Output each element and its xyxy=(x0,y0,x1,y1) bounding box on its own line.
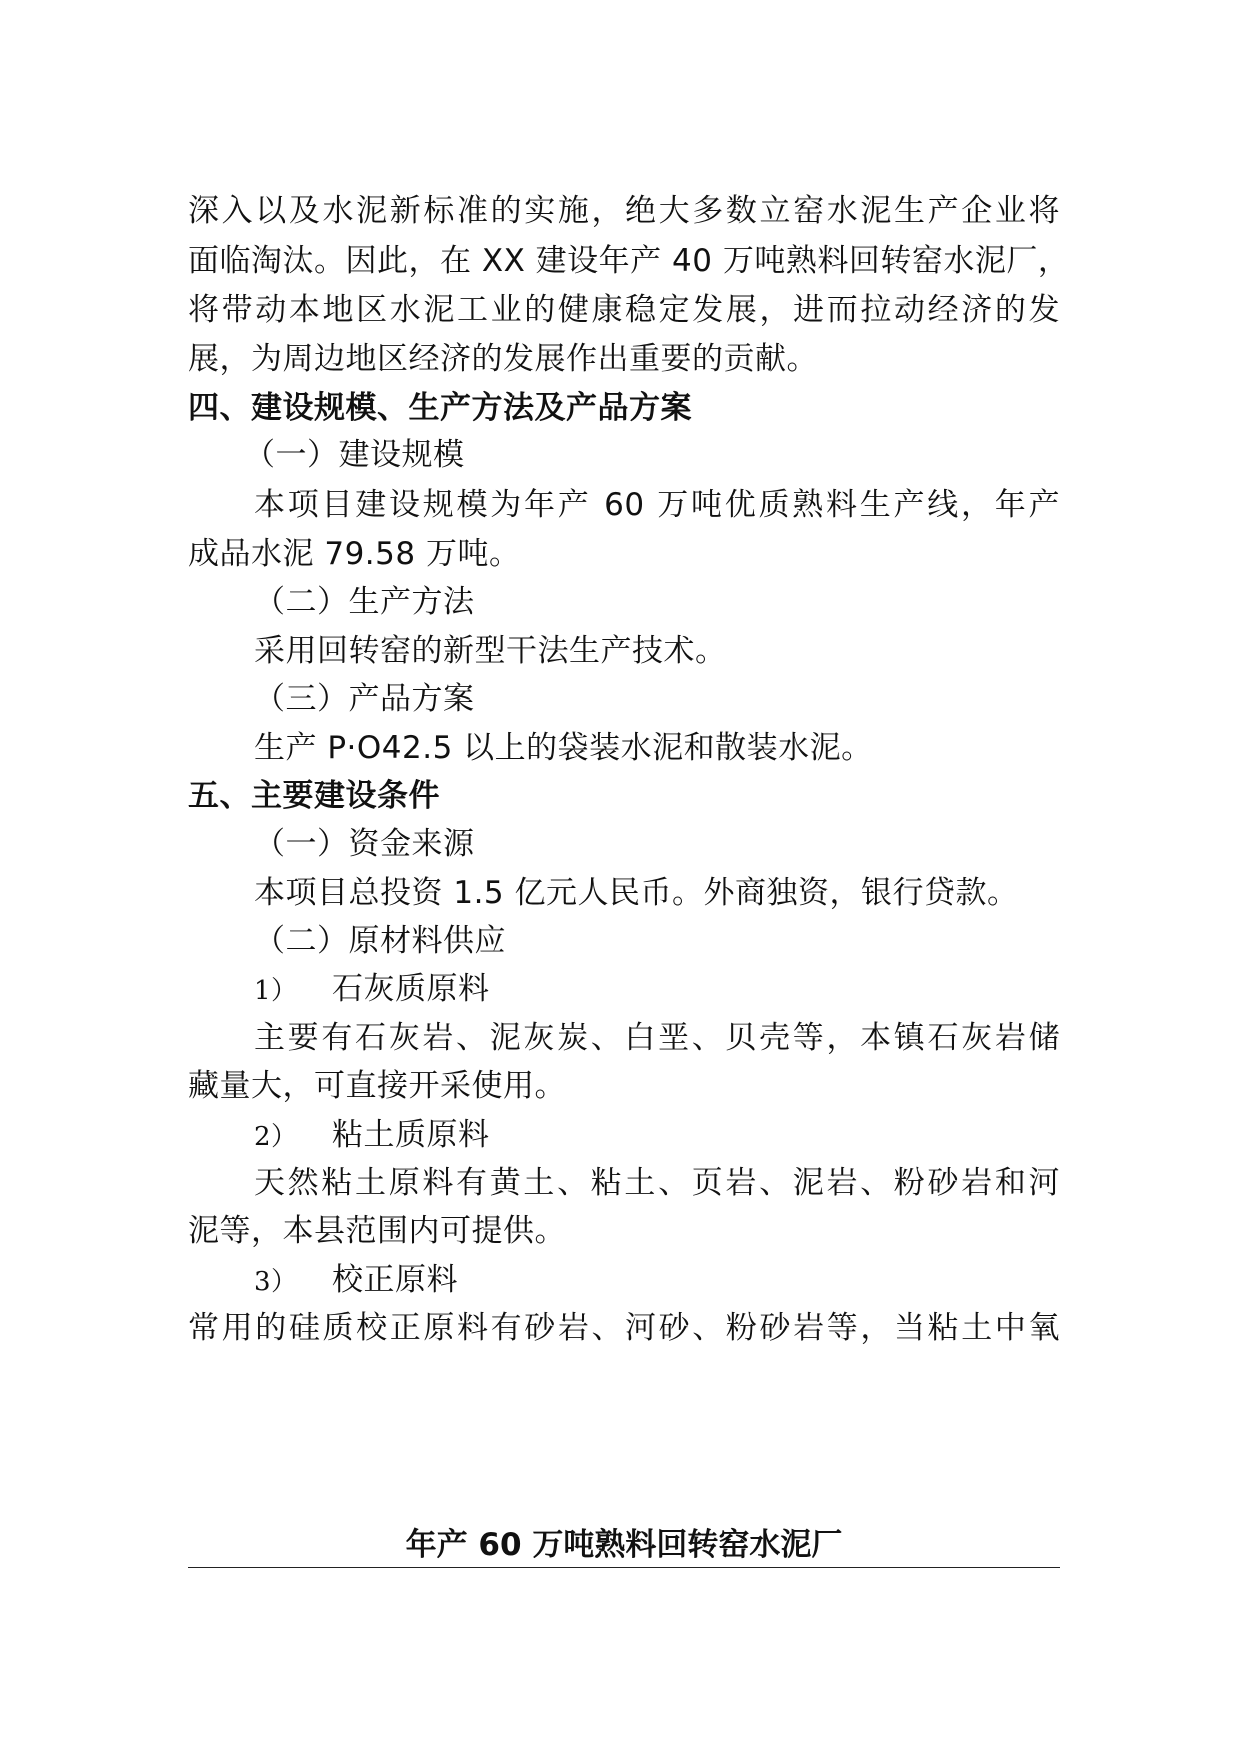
body-line-corrective: 常用的硅质校正原料有砂岩、河砂、粉砂岩等，当粘土中氧 xyxy=(188,1310,1060,1346)
body-line-funding: 本项目总投资 1.5 亿元人民币。外商独资，银行贷款。 xyxy=(254,875,1019,911)
body-line-limestone-1: 主要有石灰岩、泥灰炭、白垩、贝壳等，本镇石灰岩储 xyxy=(254,1020,1060,1056)
list-item-label: 石灰质原料 xyxy=(332,971,490,1007)
section-heading-5: 五、主要建设条件 xyxy=(188,778,440,814)
body-line-product: 生产 P·O42.5 以上的袋装水泥和散装水泥。 xyxy=(254,730,873,766)
body-line-clay-1: 天然粘土原料有黄土、粘土、页岩、泥岩、粉砂岩和河 xyxy=(254,1165,1060,1201)
section-heading-4: 四、建设规模、生产方法及产品方案 xyxy=(188,390,692,426)
subheading-product: （三）产品方案 xyxy=(254,681,475,717)
list-item-limestone xyxy=(188,962,1060,1018)
footer-title: 年产 60 万吨熟料回转窑水泥厂 xyxy=(405,1527,843,1563)
subheading-materials: （二）原材料供应 xyxy=(254,923,506,959)
body-line-method: 采用回转窑的新型干法生产技术。 xyxy=(254,633,727,669)
body-line-4: 展，为周边地区经济的发展作出重要的贡献。 xyxy=(188,341,818,377)
footer-divider xyxy=(188,1567,1060,1568)
subheading-scale: （一）建设规模 xyxy=(244,437,465,473)
body-line-1: 深入以及水泥新标准的实施，绝大多数立窑水泥生产企业将 xyxy=(188,193,1060,229)
body-line-scale-1: 本项目建设规模为年产 60 万吨优质熟料生产线，年产 xyxy=(254,487,1060,523)
body-line-scale-2: 成品水泥 79.58 万吨。 xyxy=(188,536,521,572)
list-number: 3） xyxy=(254,1267,298,1297)
list-number: 2） xyxy=(254,1122,298,1152)
list-number: 1） xyxy=(254,976,298,1006)
subheading-method: （二）生产方法 xyxy=(254,584,475,620)
list-item-label: 粘土质原料 xyxy=(332,1117,490,1153)
body-line-2: 面临淘汰。因此，在 XX 建设年产 40 万吨熟料回转窑水泥厂， xyxy=(188,243,1070,279)
list-item-label: 校正原料 xyxy=(332,1262,458,1298)
body-line-3: 将带动本地区水泥工业的健康稳定发展，进而拉动经济的发 xyxy=(188,292,1060,328)
body-line-limestone-2: 藏量大，可直接开采使用。 xyxy=(188,1068,566,1104)
body-line-clay-2: 泥等，本县范围内可提供。 xyxy=(188,1213,566,1249)
subheading-funding: （一）资金来源 xyxy=(254,826,475,862)
